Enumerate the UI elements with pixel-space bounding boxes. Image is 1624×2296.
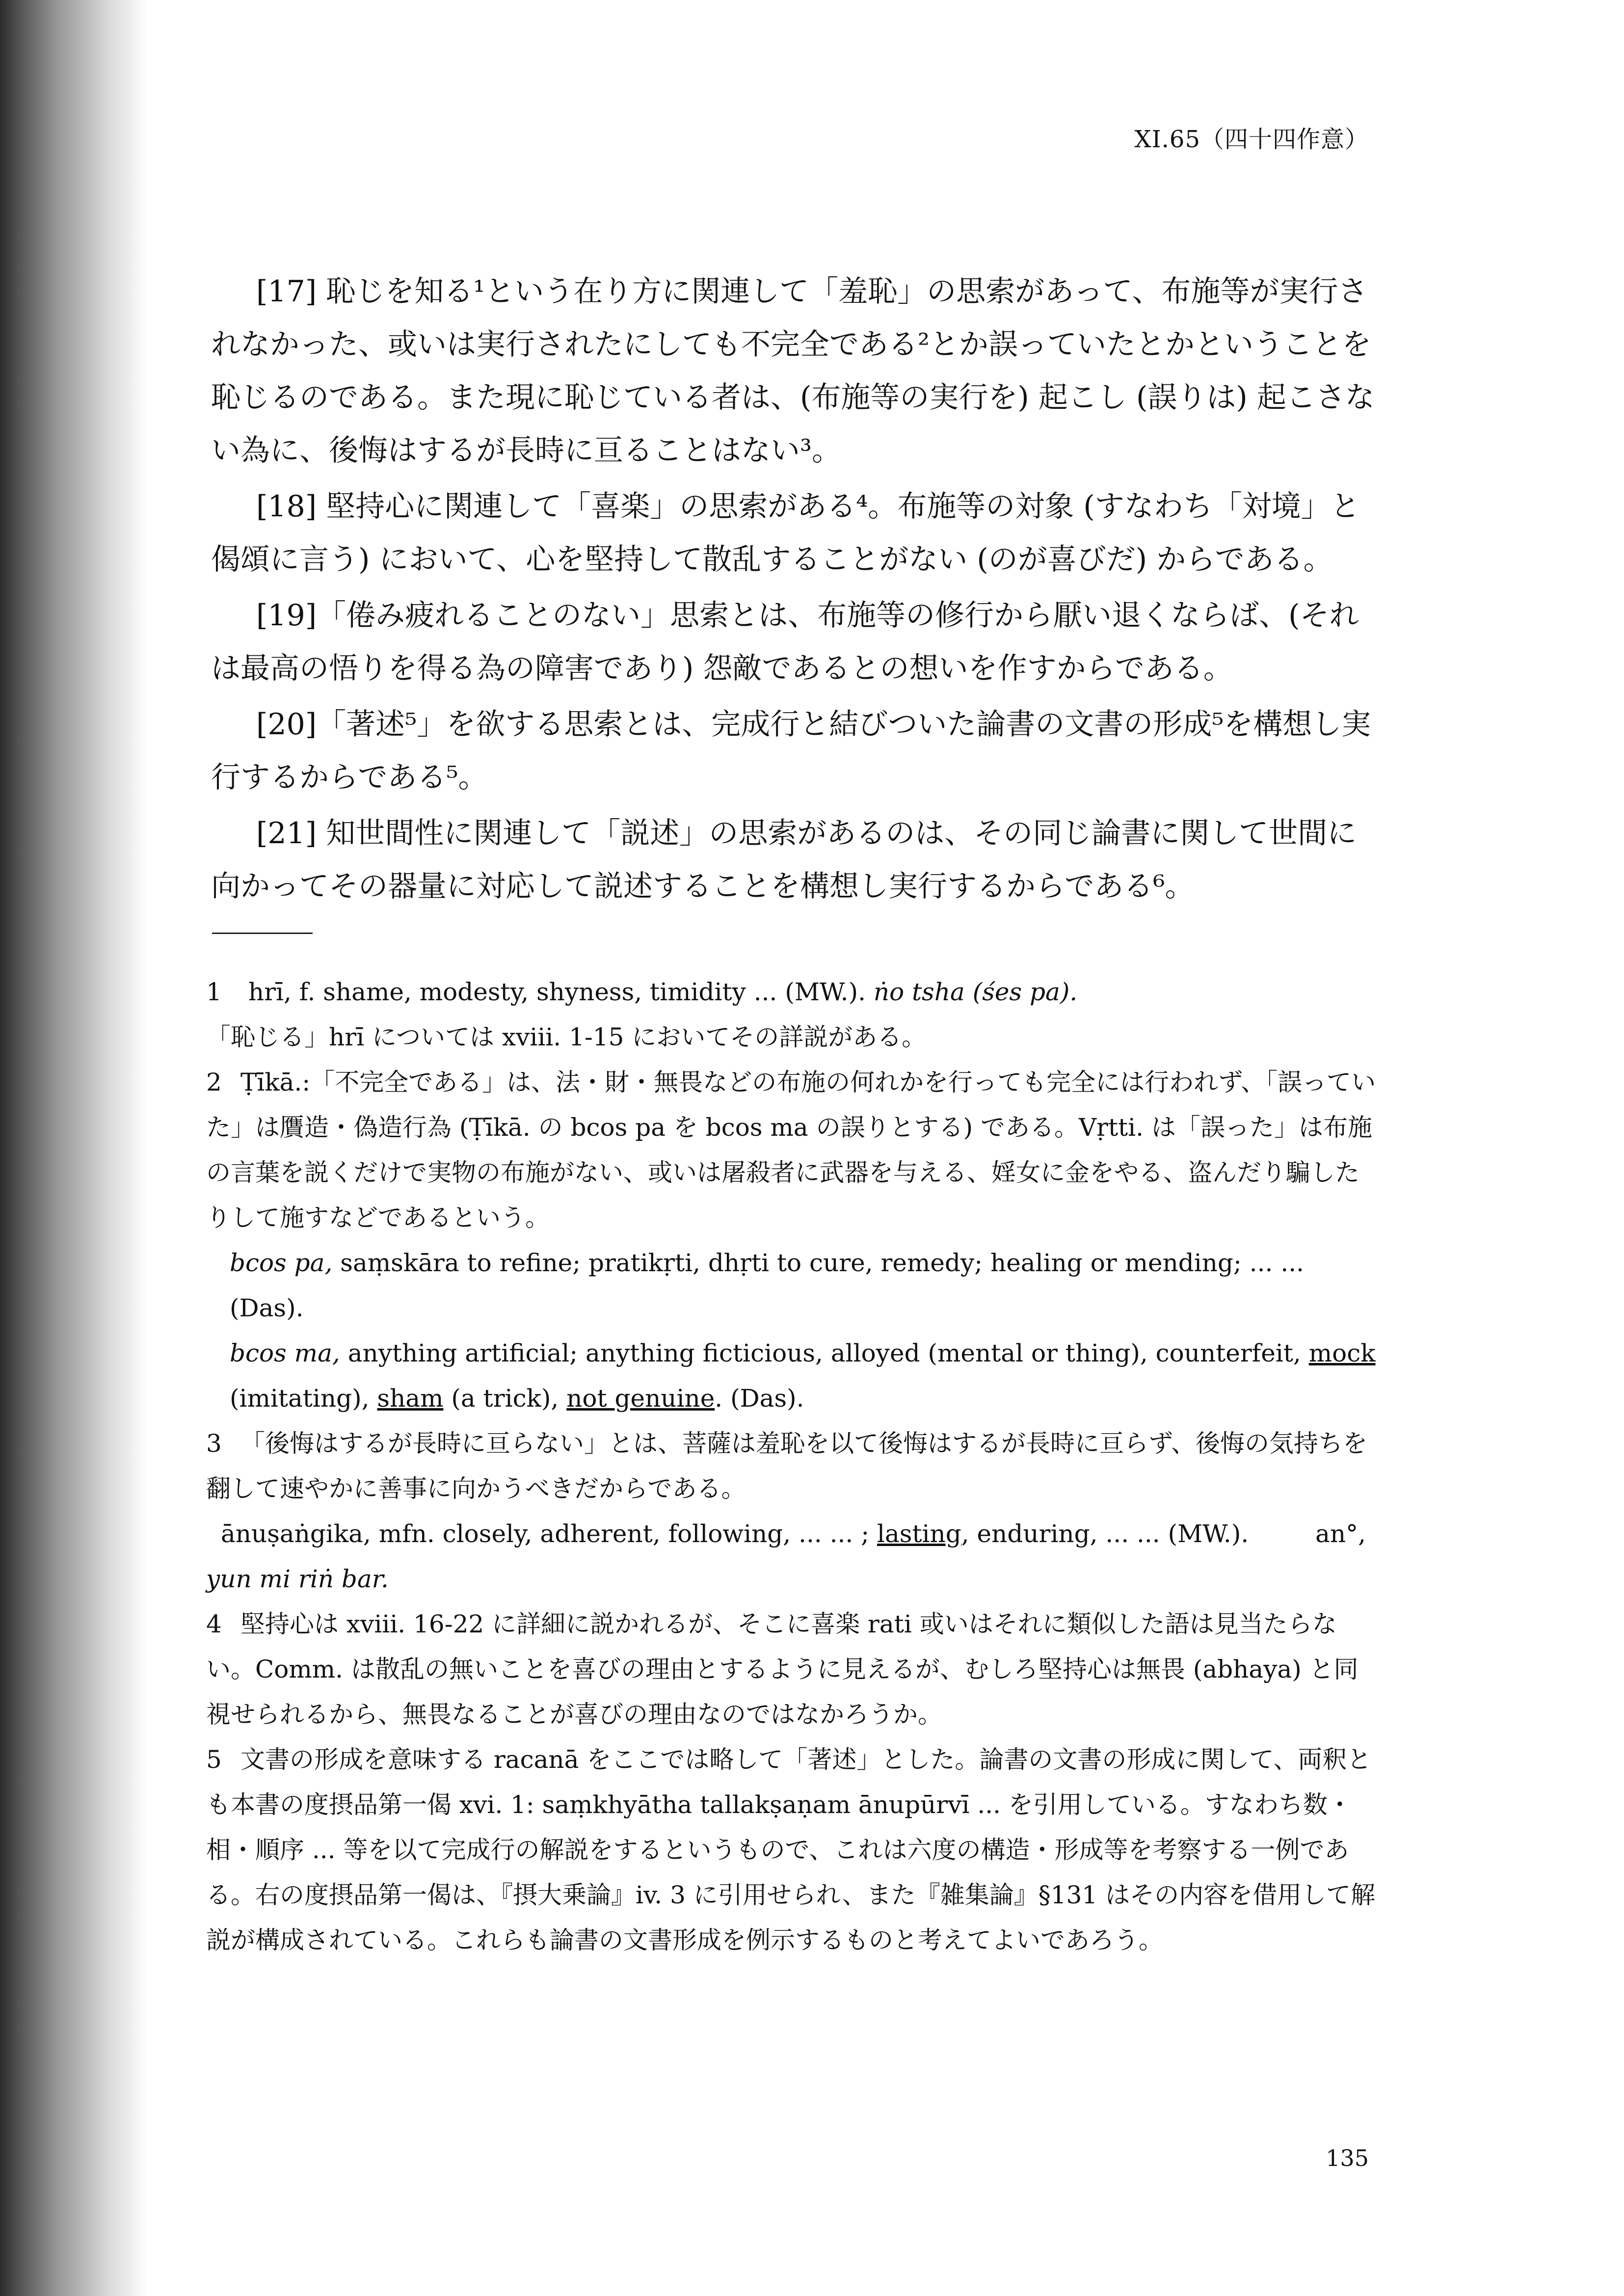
- underlined-word: sham: [377, 1384, 444, 1413]
- paragraph-21: [21] 知世間性に関連して「説述」の思索があるのは、その同じ論書に関して世間に向かってその器量に対応して説述することを構想し実行するからである⁶。: [211, 816, 1357, 904]
- footnote-3: [206, 1421, 1379, 1511]
- definition-text: ānuṣaṅgika, mfn. closely, adherent, following, ... ... ;: [221, 1520, 870, 1548]
- definition-text: (imitating),: [230, 1384, 370, 1413]
- definition-anusangika: [206, 1511, 1379, 1556]
- footnote-number: 1: [206, 978, 222, 1006]
- footnote-number: 4: [206, 1610, 222, 1638]
- paragraph-18: [18] 堅持心に関連して「喜楽」の思索がある⁴。布施等の対象 (すなわち「対境」と偈頌に言う) において、心を堅持して散乱することがない (のが喜びだ) からである。: [211, 489, 1360, 577]
- definition-text: . (Das).: [715, 1384, 804, 1413]
- definition-text: anything artificial; anything ficticious, alloyed (mental or thing), counterfeit,: [347, 1339, 1301, 1367]
- footnote-1-line2: 「恥じる」hrī については xviii. 1-15 においてその詳説がある。: [206, 1023, 927, 1051]
- definition-term: bcos pa,: [230, 1249, 333, 1277]
- running-header: XI.65（四十四作意）: [1134, 126, 1369, 153]
- underlined-word: not genuine: [566, 1384, 715, 1413]
- footnote-number: 5: [206, 1745, 222, 1774]
- underlined-word: mock: [1308, 1339, 1376, 1367]
- definition-term: bcos ma,: [230, 1339, 340, 1367]
- definition-text: , enduring, ... ... (MW.).: [961, 1520, 1249, 1548]
- footnote-divider: [212, 933, 313, 934]
- footnote-number: 2: [206, 1068, 222, 1096]
- page-number: 135: [1326, 2145, 1369, 2171]
- footnote-1: [206, 969, 1379, 1015]
- tibetan-phrase: yun mi riṅ bar.: [206, 1565, 389, 1593]
- footnote-5: [206, 1737, 1379, 1963]
- footnote-text: Ṭīkā.:「不完全である」は、法・財・無畏などの布施の何れかを行っても完全には行われず、「誤っていた」は贋造・偽造行為 (Ṭīkā. の bcos pa を bcos ma の誤りとする) である。Vṛtti. は「誤った」は布施の言葉を説くだけで実物の布施がない、或いは屠殺者に武器を与える、婬女に金をやる、盗んだり騙したりして施すなどであるという。: [206, 1068, 1376, 1232]
- footnote-text: hrī, f. shame, modesty, shyness, timidity ... (MW.).: [248, 978, 866, 1006]
- paragraph-20: [20]「著述⁵」を欲する思索とは、完成行と結びついた論書の文書の形成⁵を構想し実行するからである⁵。: [211, 707, 1371, 795]
- underlined-word: lasting: [877, 1520, 961, 1548]
- footnote-number: 3: [206, 1429, 222, 1458]
- footnote-2: [206, 1060, 1379, 1240]
- abbreviation: an°,: [1315, 1520, 1366, 1548]
- definition-bcos-pa: [206, 1240, 1379, 1331]
- definition-text: saṃskāra to refine; pratikṛti, dhṛti to cure, remedy; healing or mending; ... ... (Das).: [230, 1249, 1305, 1322]
- footnote-text: 文書の形成を意味する racanā をここでは略して「著述」とした。論書の文書の形成に関して、両釈とも本書の度摂品第一偈 xvi. 1: saṃkhyātha tallakṣaṇam ānupūrvī ... を引用している。すなわち数・相・順序 ... 等を以て完成行の解説をするというもので、これは六度の構造・形成等を考察する一例である。右の度摂品第一偈は、『摂大乗論』iv. 3 に引用せられ、また『雑集論』§131 はその内容を借用して解説が構成されている。これらも論書の文書形成を例示するものと考えてよいであろう。: [206, 1745, 1376, 1954]
- paragraph-19: [19]「倦み疲れることのない」思索とは、布施等の修行から厭い退くならば、(それは最高の悟りを得る為の障害であり) 怨敵であるとの想いを作すからである。: [211, 598, 1359, 686]
- main-text: [211, 265, 1379, 916]
- tibetan-term: ṅo tsha (śes pa).: [873, 978, 1078, 1006]
- footnotes: [206, 969, 1379, 1963]
- scan-shadow-edge: [0, 0, 147, 2296]
- paragraph-17: [17] 恥じを知る¹という在り方に関連して「羞恥」の思索があって、布施等が実行されなかった、或いは実行されたにしても不完全である²とか誤っていたとかということを恥じるのである。また現に恥じている者は、(布施等の実行を) 起こし (誤りは) 起こさない為に、後悔はするが長時に亘ることはない³。: [211, 274, 1375, 468]
- definition-text: (a trick),: [451, 1384, 559, 1413]
- definition-bcos-ma: [206, 1331, 1379, 1421]
- footnote-text: 「後悔はするが長時に亘らない」とは、菩薩は羞恥を以て後悔はするが長時に亘らず、後悔の気持ちを翻して速やかに善事に向かうべきだからである。: [206, 1429, 1367, 1503]
- footnote-text: 堅持心は xviii. 16-22 に詳細に説かれるが、そこに喜楽 rati 或いはそれに類似した語は見当たらない。Comm. は散乱の無いことを喜びの理由とするように見えるが、むしろ堅持心は無畏 (abhaya) と同視せられるから、無畏なることが喜びの理由なのではなかろうか。: [206, 1610, 1358, 1729]
- footnote-4: [206, 1602, 1379, 1737]
